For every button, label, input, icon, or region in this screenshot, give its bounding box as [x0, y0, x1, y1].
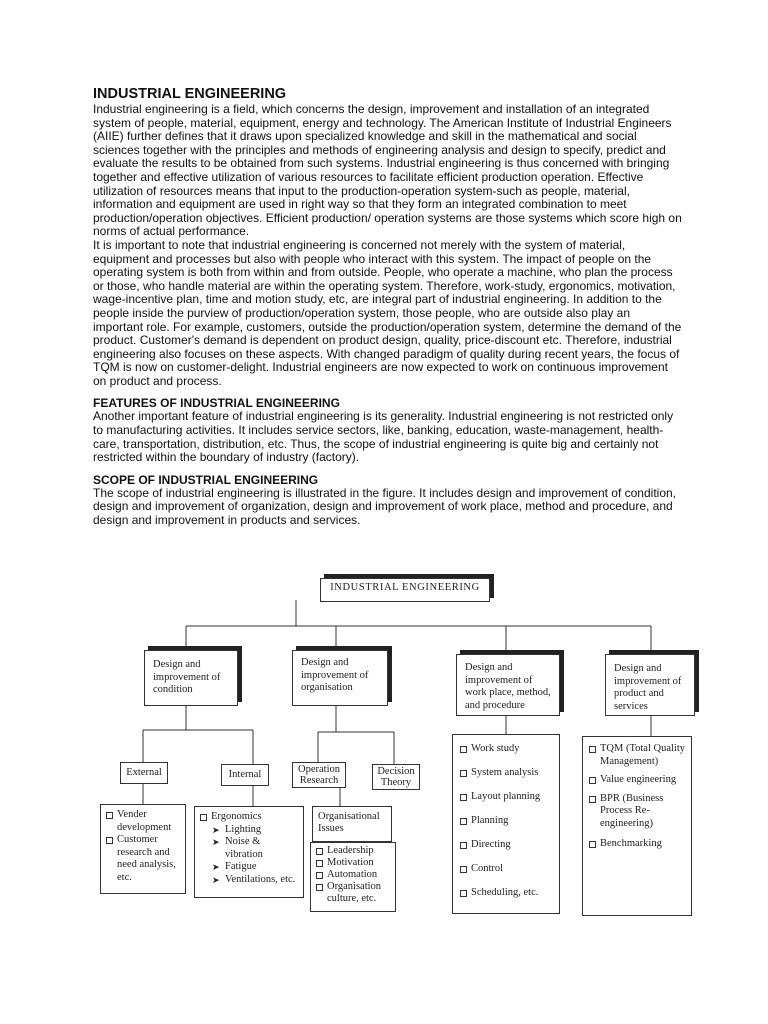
- workplace-list: [460, 743, 552, 900]
- second-paragraph: It is important to note that industrial engineering is concerned not merely with the system of material, equipment and processes but also with people who interact with this system. The impact of people on the operating system is both from within and from outside. People, who operate a machine, who plan the process or those, who handle material are within the operating system. Therefore, work-study, ergonomics, motivation, wage-incentive plan, time and motion study, etc, are integral part of industrial engineering. In addition to the people inside the purview of production/operation system, those people, who are outside also play an important role. For example, customers, outside the production/operation system, determine the demand of the product. Customer's demand is dependent on product design, quality, price-discount etc. Therefore, industrial engineering also focuses on these aspects. With changed paradigm of quality during recent years, the focus of TQM is now on customer-delight. Industrial engineers are now expected to work on continuous improvement on product and process.: [93, 237, 682, 388]
- list-item: Directing: [460, 839, 552, 852]
- list-item: ➤ Lighting: [212, 824, 298, 837]
- list-item: Scheduling, etc.: [460, 887, 552, 900]
- list-item: BPR (Business Process Re-engineering): [589, 793, 685, 831]
- internal-list: [200, 811, 298, 824]
- list-item: Leadership: [316, 845, 390, 857]
- scope-heading: SCOPE OF INDUSTRIAL ENGINEERING: [93, 472, 319, 487]
- workplace-node: [456, 654, 560, 716]
- decision-theory-node: [372, 764, 420, 790]
- product-node: [605, 654, 695, 716]
- condition-node: [144, 650, 238, 706]
- intro-paragraph: Industrial engineering is a field, which concerns the design, improvement and installation of an integrated system of people, material, equipment, energy and technology. The American Institute of Industrial Engineers (AIIE) further defines that it draws upon specialized knowledge and skill in the mathematical and social sciences together with the principles and methods of engineering analysis and design to specify, predict and evaluate the results to be obtained from such systems. Industrial engineering is thus concerned with bringing together and effective utilization of various resources to facilitate efficient production operation. Effective utilization of resources means that input to the production-operation system-such as people, material, information and equipment are used in right way so that they form an integrated combination to meet production/operation objectives. Efficient production/ operation systems are those systems which score high on norms of actual performance.: [93, 102, 682, 239]
- condition-title: Design and improvement of condition: [153, 659, 221, 695]
- list-item: Organisation culture, etc.: [316, 881, 390, 905]
- list-item: TQM (Total Quality Management): [589, 743, 685, 768]
- list-item: Motivation: [316, 857, 390, 869]
- features-paragraph: Another important feature of industrial engineering is its generality. Industrial engineering is not restricted only to manufacturing activities. It includes service sectors, like, banking, education, waste-management, health-care, transportation, distribution, etc. Thus, the scope of industrial engineering is quite big and certainly not restricted within the boundary of industry (factory).: [93, 409, 674, 465]
- document-body: [93, 86, 683, 528]
- organisation-node: [292, 650, 388, 706]
- scope-diagram: [96, 570, 706, 920]
- product-list-box: [582, 736, 692, 916]
- organisational-issues-title: Organisational Issues: [318, 811, 380, 834]
- list-item: Automation: [316, 869, 390, 881]
- operation-research-label: Operation Research: [298, 764, 340, 786]
- list-item: ➤ Noise & vibration: [212, 836, 298, 861]
- internal-sublist: [200, 824, 298, 887]
- list-item: Vender development: [106, 809, 180, 834]
- scope-paragraph: The scope of industrial engineering is illustrated in the figure. It includes design and improvement of condition, design and improvement of organization, design and improvement of work place, method and procedure, and design and improvement in products and services.: [93, 485, 677, 528]
- list-item: Planning: [460, 815, 552, 828]
- organisational-issues-list: [316, 845, 390, 905]
- diagram-root-node: [320, 578, 490, 602]
- organisation-title: Design and improvement of organisation: [301, 657, 369, 693]
- internal-node: [221, 764, 269, 786]
- page-title: INDUSTRIAL ENGINEERING: [93, 86, 287, 102]
- list-item: ➤ Ventilations, etc.: [212, 874, 298, 887]
- internal-label: Internal: [228, 769, 262, 780]
- list-item: ➤ Fatigue: [212, 861, 298, 874]
- list-item: Control: [460, 863, 552, 876]
- external-list: [106, 809, 180, 884]
- operation-research-node: [292, 762, 346, 788]
- list-item: Ergonomics: [200, 811, 298, 824]
- external-node: [120, 762, 168, 784]
- organisational-issues-title-box: [312, 806, 392, 842]
- decision-theory-label: Decision Theory: [377, 766, 415, 788]
- list-item: Benchmarking: [589, 838, 685, 851]
- list-item: Layout planning: [460, 791, 552, 804]
- workplace-list-box: [452, 734, 560, 914]
- workplace-title: Design and improvement of work place, method, and procedure: [465, 662, 551, 711]
- external-list-box: [100, 804, 186, 894]
- features-heading: FEATURES OF INDUSTRIAL ENGINEERING: [93, 396, 340, 411]
- product-list: [589, 743, 685, 851]
- organisational-issues-list-box: [310, 842, 396, 912]
- list-item: Customer research and need analysis, etc.: [106, 834, 180, 884]
- list-item: Work study: [460, 743, 552, 756]
- list-item: Value engineering: [589, 774, 685, 787]
- external-label: External: [126, 767, 162, 778]
- root-label: INDUSTRIAL ENGINEERING: [330, 582, 480, 593]
- list-item: System analysis: [460, 767, 552, 780]
- internal-list-box: [194, 806, 304, 898]
- product-title: Design and improvement of product and services: [614, 663, 682, 712]
